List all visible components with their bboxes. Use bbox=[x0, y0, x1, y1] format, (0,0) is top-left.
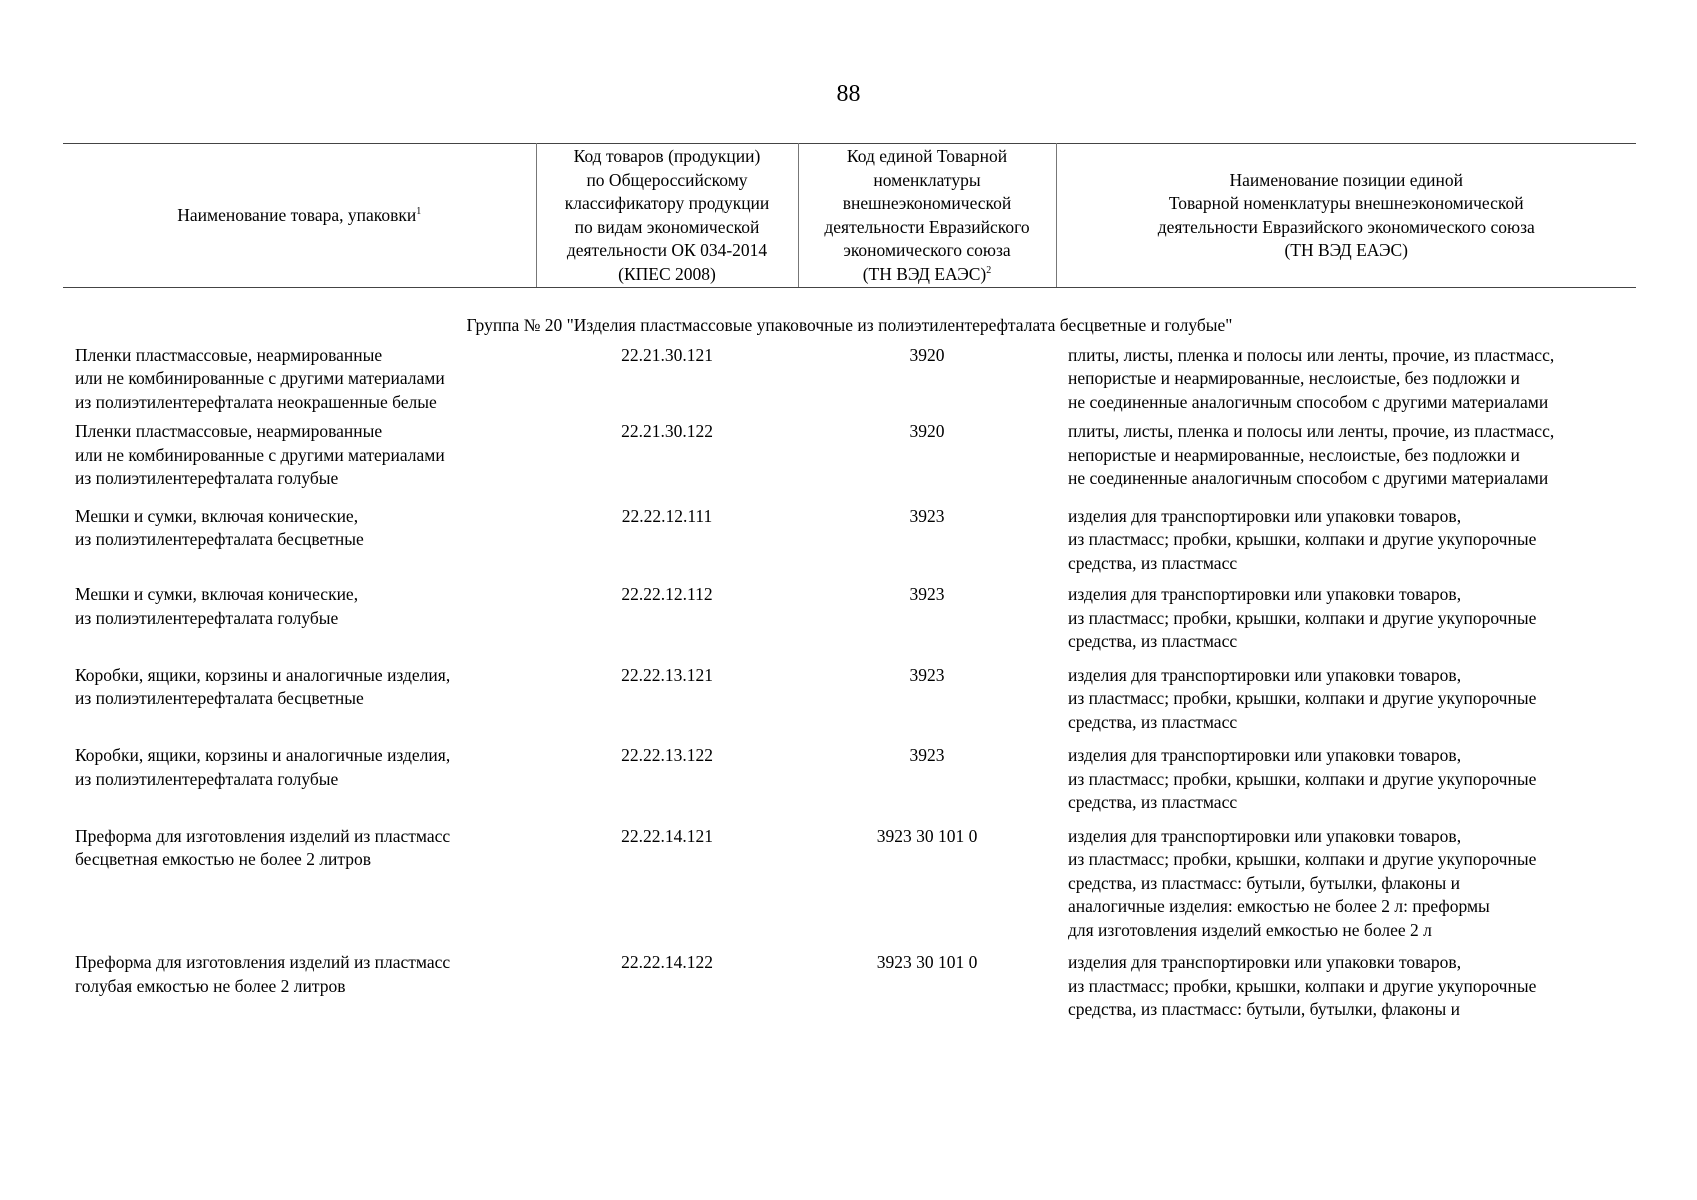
okpd-code-cell: 22.22.12.112 bbox=[621, 584, 713, 604]
okpd-code-cell: 22.22.13.122 bbox=[621, 745, 713, 765]
goods-name-cell bbox=[63, 505, 536, 584]
tnved-position-cell-line: средства, из пластмасс: бутыли, бутылки, флаконы и bbox=[1068, 872, 1460, 893]
header-position-line: (ТН ВЭД ЕАЭС) bbox=[1284, 240, 1409, 260]
tnved-position-cell-line: из пластмасс; пробки, крышки, колпаки и другие укупорочные bbox=[1068, 768, 1537, 789]
tnved-position-cell-line: аналогичные изделия: емкостью не более 2 л: преформы bbox=[1068, 896, 1490, 916]
tnved-position-cell-line: изделия для транспортировки или упаковки товаров, bbox=[1068, 952, 1462, 972]
header-tnved-line-text: (ТН ВЭД ЕАЭС) bbox=[862, 263, 987, 284]
goods-name-cell-line: Преформа для изготовления изделий из пластмасс bbox=[75, 952, 451, 972]
tnved-position-cell bbox=[1056, 505, 1636, 584]
header-tnved-line bbox=[803, 263, 1052, 287]
group-row bbox=[63, 288, 1636, 344]
tnved-position-cell-line: средства, из пластмасс bbox=[1068, 552, 1238, 573]
okpd-code-cell: 22.21.30.122 bbox=[621, 421, 713, 441]
header-okpd-line: по Общероссийскому bbox=[586, 169, 748, 190]
okpd-code-cell: 22.22.14.122 bbox=[621, 952, 713, 972]
goods-name-cell bbox=[63, 664, 536, 745]
table-row bbox=[63, 744, 1636, 825]
tnved-position-cell-line: изделия для транспортировки или упаковки товаров, bbox=[1068, 584, 1462, 604]
header-okpd-code bbox=[536, 144, 798, 288]
goods-name-cell-line: из полиэтилентерефталата голубые bbox=[75, 607, 339, 628]
header-tnved-line: деятельности Евразийского bbox=[824, 216, 1030, 237]
tnved-position-cell bbox=[1056, 420, 1636, 505]
tnved-code-cell: 3923 bbox=[909, 664, 945, 685]
tnved-position-cell-line: из пластмасс; пробки, крышки, колпаки и другие укупорочные bbox=[1068, 607, 1537, 628]
okpd-code-cell: 22.22.14.121 bbox=[621, 825, 713, 846]
tnved-position-cell-line: плиты, листы, пленка и полосы или ленты, прочие, из пластмасс, bbox=[1068, 344, 1555, 365]
tnved-position-cell-line: не соединенные аналогичным способом с другими материалами bbox=[1068, 391, 1549, 412]
page-number: 88 bbox=[836, 81, 861, 107]
table-row bbox=[63, 420, 1636, 505]
tnved-position-cell bbox=[1056, 344, 1636, 421]
header-tnved-code bbox=[798, 144, 1056, 288]
tnved-position-cell-line: изделия для транспортировки или упаковки товаров, bbox=[1068, 664, 1462, 685]
goods-name-cell-line: из полиэтилентерефталата бесцветные bbox=[75, 688, 364, 708]
goods-name-cell bbox=[63, 344, 536, 421]
goods-name-cell-line: из полиэтилентерефталата голубые bbox=[75, 768, 339, 789]
header-position-line: Наименование позиции единой bbox=[1229, 169, 1464, 190]
tnved-code-cell: 3920 bbox=[909, 421, 945, 441]
goods-name-cell-line: Преформа для изготовления изделий из пластмасс bbox=[75, 825, 451, 846]
goods-name-cell-line: из полиэтилентерефталата голубые bbox=[75, 468, 339, 488]
tnved-position-cell-line: из пластмасс; пробки, крышки, колпаки и другие укупорочные bbox=[1068, 529, 1537, 549]
footnote-marker-2: 2 bbox=[986, 264, 992, 276]
header-goods-name bbox=[63, 144, 536, 288]
tnved-position-cell-line: непористые и неармированные, неслоистые, без подложки и bbox=[1068, 368, 1520, 388]
table-row bbox=[63, 583, 1636, 664]
goods-name-cell-line: Мешки и сумки, включая конические, bbox=[75, 505, 359, 526]
tnved-code-cell: 3923 bbox=[909, 584, 945, 604]
goods-name-cell-line: Мешки и сумки, включая конические, bbox=[75, 584, 359, 604]
goods-name-cell bbox=[63, 420, 536, 505]
goods-name-cell-line: или не комбинированные с другими материалами bbox=[75, 368, 445, 388]
goods-name-cell bbox=[63, 825, 536, 952]
table-row bbox=[63, 951, 1636, 1031]
tnved-position-cell bbox=[1056, 664, 1636, 745]
tnved-position-cell bbox=[1056, 825, 1636, 952]
header-goods-name-text: Наименование товара, упаковки bbox=[177, 204, 417, 225]
tnved-position-cell-line: из пластмасс; пробки, крышки, колпаки и другие укупорочные bbox=[1068, 849, 1537, 869]
tnved-position-cell-line: средства, из пластмасс bbox=[1068, 792, 1238, 812]
goods-name-cell-line: бесцветная емкостью не более 2 литров bbox=[75, 849, 372, 869]
header-tnved-line: Код единой Товарной bbox=[846, 146, 1008, 166]
okpd-code-cell: 22.22.13.121 bbox=[621, 664, 713, 685]
header-okpd-line: классификатору продукции bbox=[564, 193, 770, 213]
tnved-position-cell-line: изделия для транспортировки или упаковки товаров, bbox=[1068, 745, 1462, 765]
goods-name-cell-line: Пленки пластмассовые, неармированные bbox=[75, 344, 383, 365]
tnved-code-cell: 3923 30 101 0 bbox=[876, 952, 978, 972]
tnved-code-cell: 3920 bbox=[909, 344, 945, 365]
table-body bbox=[63, 288, 1636, 1031]
tnved-position-cell bbox=[1056, 951, 1636, 1031]
goods-name-cell-line: голубая емкостью не более 2 литров bbox=[75, 975, 346, 996]
header-position-line: Товарной номенклатуры внешнеэкономической bbox=[1168, 193, 1524, 213]
tnved-position-cell-line: непористые и неармированные, неслоистые, без подложки и bbox=[1068, 444, 1520, 465]
table-row bbox=[63, 825, 1636, 952]
table-row bbox=[63, 505, 1636, 584]
tnved-position-cell-line: из пластмасс; пробки, крышки, колпаки и другие укупорочные bbox=[1068, 688, 1537, 708]
table-row bbox=[63, 344, 1636, 421]
goods-name-cell bbox=[63, 744, 536, 825]
tnved-position-cell-line: не соединенные аналогичным способом с другими материалами bbox=[1068, 468, 1549, 488]
goods-name-cell bbox=[63, 951, 536, 1031]
okpd-code-cell: 22.21.30.121 bbox=[621, 344, 713, 365]
tnved-position-cell-line: плиты, листы, пленка и полосы или ленты, прочие, из пластмасс, bbox=[1068, 421, 1555, 441]
tnved-position-cell-line: для изготовления изделий емкостью не более 2 л bbox=[1068, 919, 1432, 940]
tnved-code-cell: 3923 30 101 0 bbox=[876, 825, 978, 846]
tnved-code-cell: 3923 bbox=[909, 505, 945, 526]
header-okpd-line: по видам экономической bbox=[574, 216, 760, 237]
header-position-line: деятельности Евразийского экономического союза bbox=[1157, 216, 1535, 237]
header-tnved-position-name bbox=[1056, 144, 1636, 288]
goods-name-cell-line: из полиэтилентерефталата неокрашенные белые bbox=[75, 391, 437, 412]
tnved-position-cell-line: из пластмасс; пробки, крышки, колпаки и другие укупорочные bbox=[1068, 975, 1537, 996]
tnved-code-cell: 3923 bbox=[909, 745, 945, 765]
tnved-position-cell-line: средства, из пластмасс bbox=[1068, 631, 1238, 651]
table-row bbox=[63, 664, 1636, 745]
tnved-position-cell-line: изделия для транспортировки или упаковки товаров, bbox=[1068, 825, 1462, 846]
header-okpd-line: (КПЕС 2008) bbox=[618, 263, 716, 284]
header-tnved-line: внешнеэкономической bbox=[842, 193, 1012, 213]
header-okpd-line: Код товаров (продукции) bbox=[573, 146, 761, 166]
header-tnved-line: экономического союза bbox=[843, 240, 1011, 260]
goods-name-cell-line: Коробки, ящики, корзины и аналогичные изделия, bbox=[75, 745, 451, 765]
goods-name-cell bbox=[63, 583, 536, 664]
goods-name-cell-line: из полиэтилентерефталата бесцветные bbox=[75, 529, 364, 549]
tnved-position-cell-line: средства, из пластмасс: бутыли, бутылки, флаконы и bbox=[1068, 999, 1460, 1019]
header-tnved-line: номенклатуры bbox=[873, 169, 981, 190]
group-title: Группа № 20 "Изделия пластмассовые упаковочные из полиэтилентерефталата бесцветные и голубые" bbox=[466, 315, 1233, 335]
tnved-position-cell bbox=[1056, 583, 1636, 664]
goods-name-cell-line: Коробки, ящики, корзины и аналогичные изделия, bbox=[75, 664, 451, 685]
footnote-marker-1: 1 bbox=[416, 205, 422, 217]
table-header bbox=[63, 144, 1636, 288]
goods-table bbox=[63, 143, 1636, 1031]
goods-table-wrapper bbox=[63, 143, 1636, 1031]
okpd-code-cell: 22.22.12.111 bbox=[621, 505, 713, 526]
tnved-position-cell-line: средства, из пластмасс bbox=[1068, 711, 1238, 732]
header-okpd-line: деятельности ОК 034-2014 bbox=[566, 240, 768, 260]
tnved-position-cell-line: изделия для транспортировки или упаковки товаров, bbox=[1068, 505, 1462, 526]
goods-name-cell-line: или не комбинированные с другими материалами bbox=[75, 444, 445, 465]
goods-name-cell-line: Пленки пластмассовые, неармированные bbox=[75, 421, 383, 441]
tnved-position-cell bbox=[1056, 744, 1636, 825]
